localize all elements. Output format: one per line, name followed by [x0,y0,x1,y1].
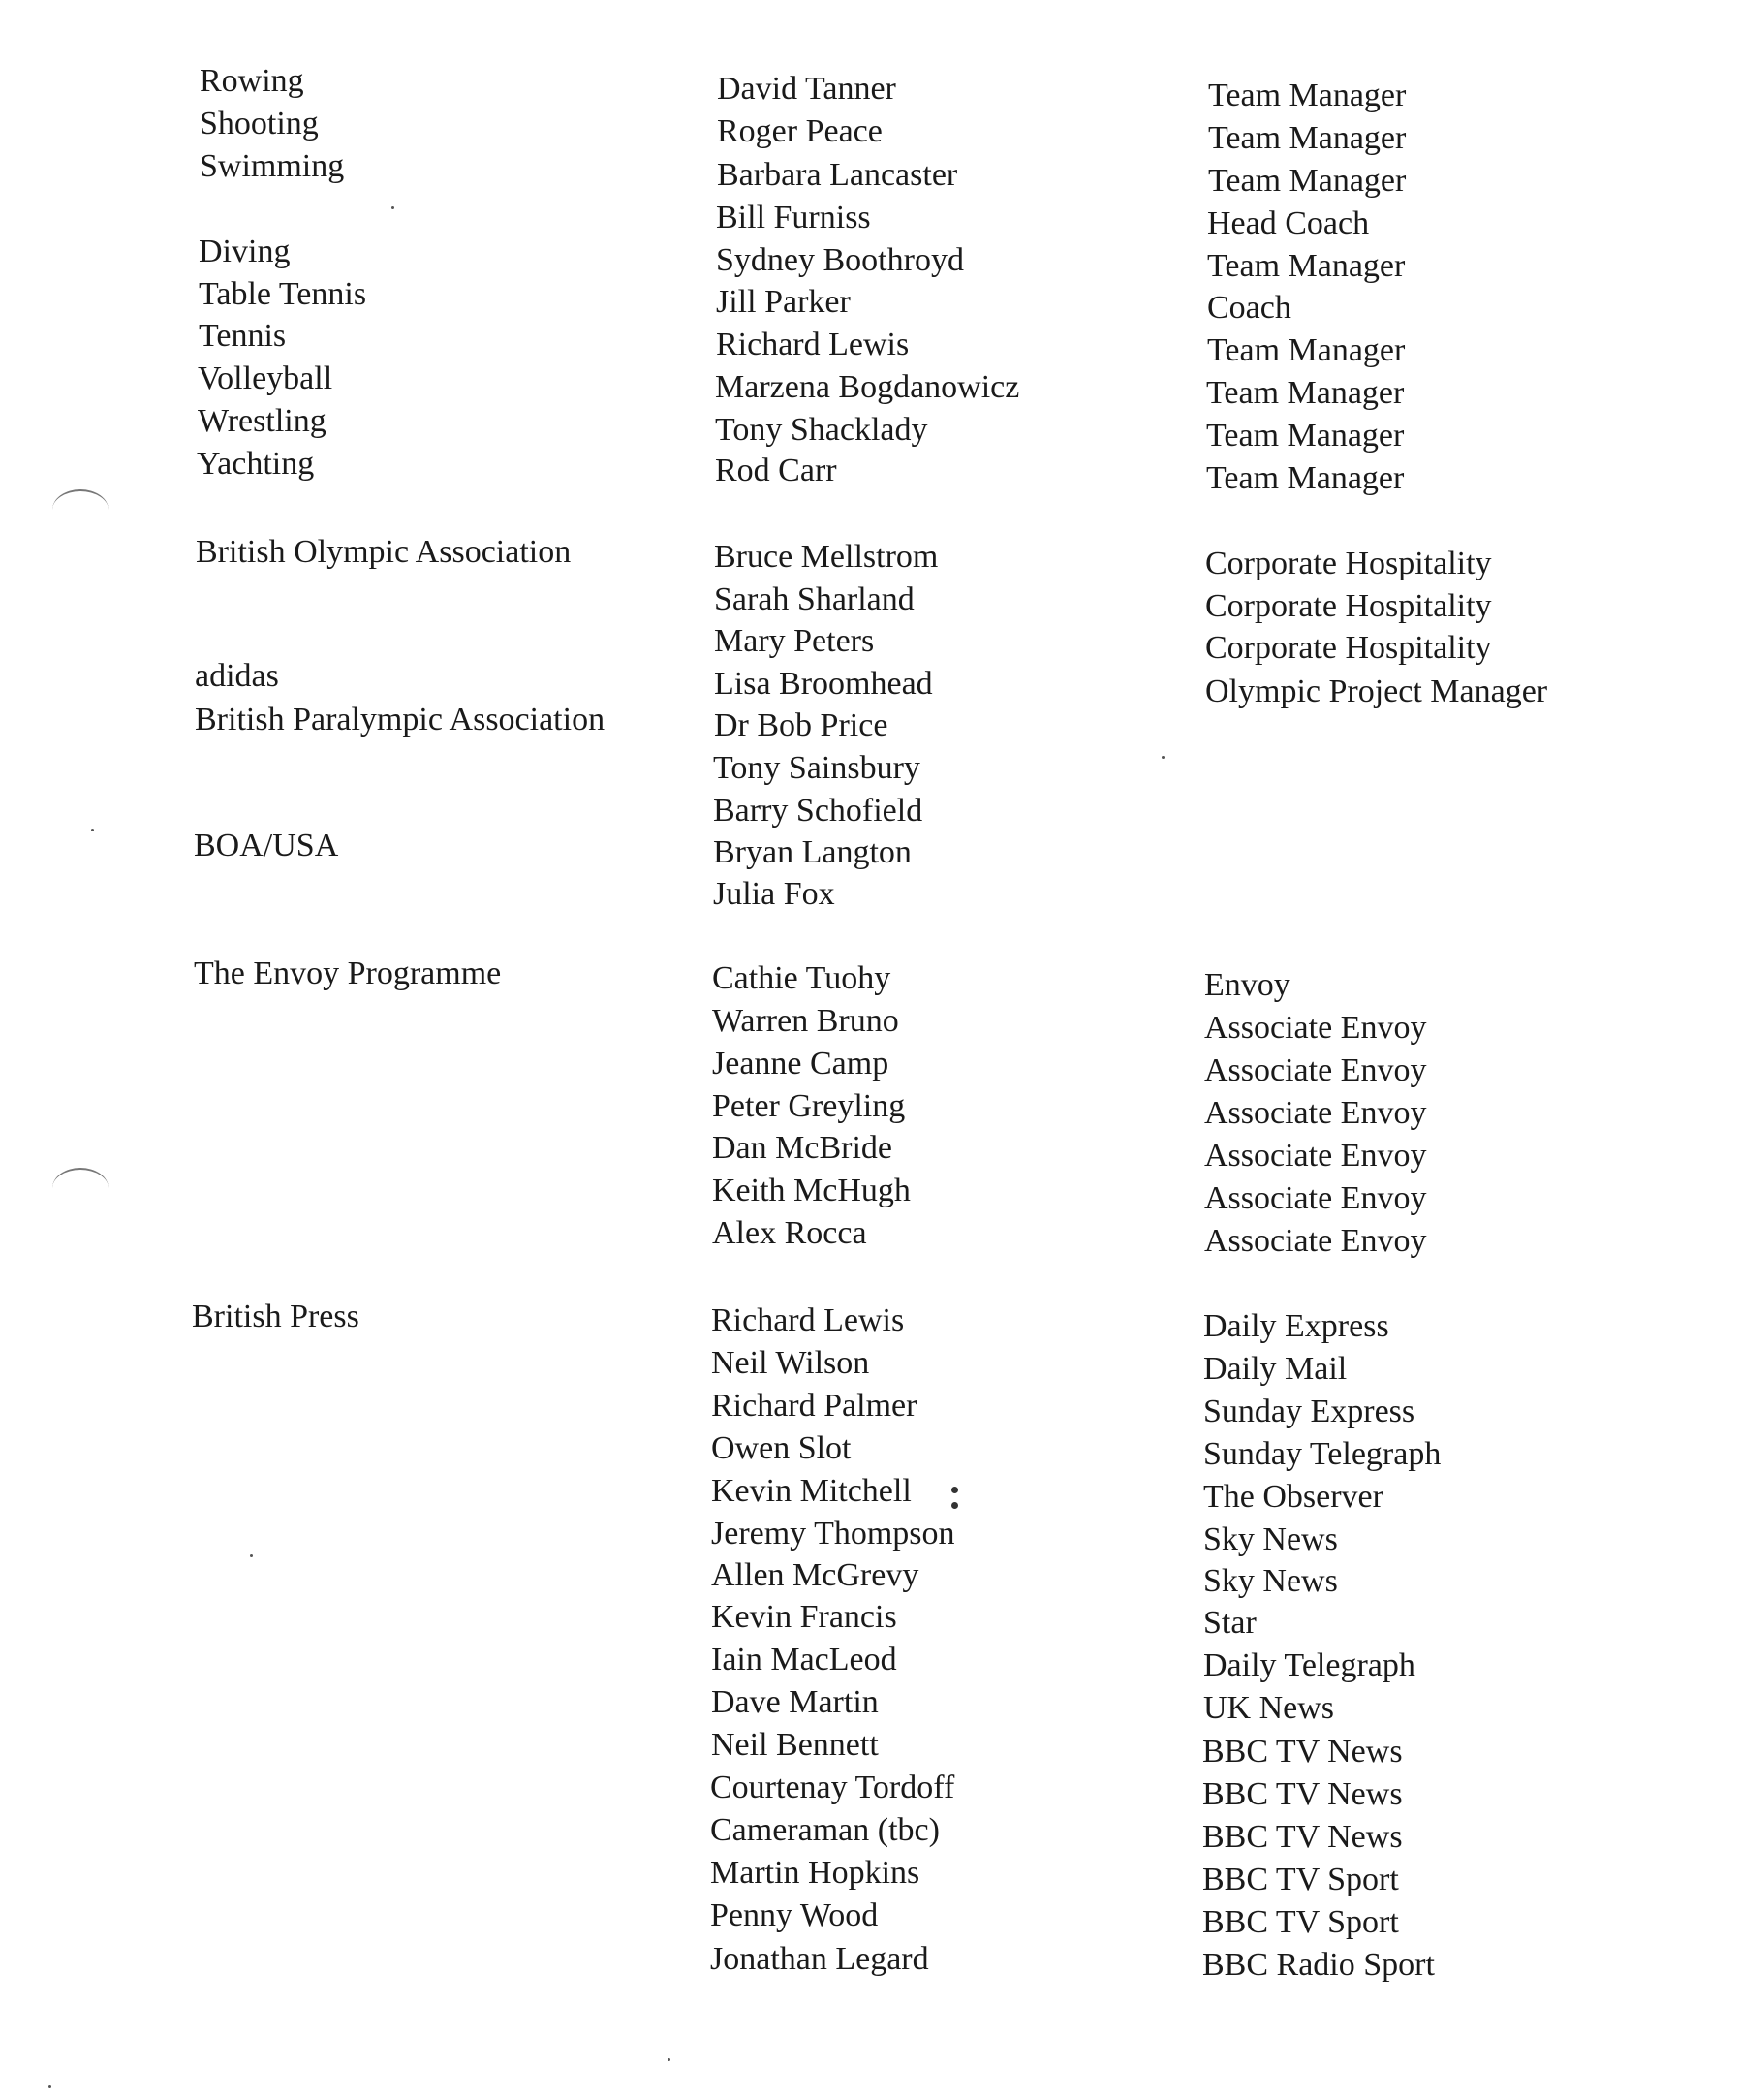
list-item: The Envoy Programme [194,956,502,991]
list-item: Star [1203,1605,1257,1641]
list-item: Team Manager [1208,78,1407,113]
list-item: Richard Lewis [711,1302,905,1338]
list-item: Team Manager [1206,375,1405,411]
list-item: Neil Wilson [711,1345,870,1381]
list-item: Alex Rocca [712,1215,867,1251]
list-item: Neil Bennett [711,1727,879,1763]
list-item: Jill Parker [716,284,851,320]
list-item: Warren Bruno [712,1003,899,1039]
list-item: Bill Furniss [716,200,871,235]
scan-speck [91,829,94,831]
list-item: Rod Carr [715,453,837,488]
list-item: BBC Radio Sport [1202,1947,1435,1983]
list-item: Penny Wood [710,1897,879,1933]
list-item: Bruce Mellstrom [714,539,939,575]
list-item: Team Manager [1208,120,1407,156]
list-item: Envoy [1204,967,1290,1003]
scan-speck [668,2058,670,2061]
list-item: Courtenay Tordoff [710,1770,955,1805]
scan-speck [250,1554,253,1557]
list-item: British Olympic Association [196,534,572,570]
punch-hole-mark [52,1168,109,1208]
scan-speck [1162,756,1165,759]
list-item: Sydney Boothroyd [716,242,964,278]
list-item: Sky News [1203,1563,1338,1599]
list-item: adidas [195,658,279,694]
list-item: Corporate Hospitality [1205,546,1492,581]
list-item: Tony Shacklady [715,412,928,448]
list-item: Jeanne Camp [712,1046,889,1081]
list-item: Mary Peters [714,623,875,659]
list-item: Dan McBride [712,1130,893,1166]
list-item: Peter Greyling [712,1088,906,1124]
list-item: Dr Bob Price [714,707,888,743]
list-item: Diving [199,234,291,269]
list-item: BBC TV Sport [1202,1862,1399,1897]
list-item: Coach [1207,290,1291,326]
list-item: Table Tennis [199,276,367,312]
list-item: Daily Telegraph [1203,1647,1415,1683]
list-item: Associate Envoy [1204,1138,1427,1174]
list-item: BOA/USA [194,828,339,863]
list-item: Team Manager [1206,418,1405,454]
list-item: Associate Envoy [1204,1052,1427,1088]
list-item: Team Manager [1208,163,1407,199]
list-item: Dave Martin [711,1684,879,1720]
list-item: Sunday Telegraph [1203,1436,1442,1472]
list-item: BBC TV Sport [1202,1904,1399,1940]
list-item: Shooting [200,106,319,141]
list-item: David Tanner [717,71,896,107]
list-item: Associate Envoy [1204,1010,1427,1046]
list-item: Lisa Broomhead [714,666,933,702]
list-item: Iain MacLeod [711,1642,897,1677]
list-item: Associate Envoy [1204,1095,1427,1131]
list-item: Team Manager [1207,332,1406,368]
list-item: Richard Palmer [711,1388,917,1424]
list-item: Marzena Bogdanowicz [715,369,1020,405]
list-item: BBC TV News [1202,1819,1403,1855]
list-item: Keith McHugh [712,1173,911,1208]
list-item: Swimming [200,148,345,184]
list-item: Barry Schofield [713,793,923,829]
list-item: Martin Hopkins [710,1855,920,1891]
list-item: Bryan Langton [713,834,912,870]
scan-speck [48,2085,51,2088]
list-item: Associate Envoy [1204,1180,1427,1216]
list-item: Associate Envoy [1204,1223,1427,1259]
list-item: Kevin Mitchell [711,1473,912,1509]
list-item: Allen McGrevy [711,1557,919,1593]
scan-speck [391,206,394,209]
scan-speck [951,1502,958,1509]
list-item: Corporate Hospitality [1205,630,1492,666]
list-item: Sky News [1203,1521,1338,1557]
list-item: BBC TV News [1202,1734,1403,1770]
list-item: Volleyball [198,360,333,396]
list-item: British Press [192,1299,359,1334]
list-item: Daily Mail [1203,1351,1348,1387]
list-item: Team Manager [1206,460,1405,496]
list-item: Sunday Express [1203,1394,1415,1429]
list-item: Roger Peace [717,113,883,149]
list-item: Sarah Sharland [714,581,915,617]
list-item: Owen Slot [711,1430,852,1466]
list-item: Kevin Francis [711,1599,897,1635]
list-item: Olympic Project Manager [1205,674,1548,709]
list-item: Tennis [199,318,287,354]
list-item: Cathie Tuohy [712,960,891,996]
list-item: Yachting [197,446,315,482]
list-item: Jeremy Thompson [711,1516,955,1551]
list-item: BBC TV News [1202,1776,1403,1812]
list-item: UK News [1203,1690,1335,1726]
list-item: Head Coach [1207,205,1370,241]
list-item: Corporate Hospitality [1205,588,1492,624]
list-item: Cameraman (tbc) [710,1812,940,1848]
list-item: Wrestling [198,403,326,439]
list-item: Julia Fox [713,876,835,912]
list-item: Daily Express [1203,1308,1389,1344]
list-item: Jonathan Legard [710,1941,929,1977]
list-item: The Observer [1203,1479,1383,1515]
list-item: Rowing [200,63,304,99]
list-item: Team Manager [1207,248,1406,284]
list-item: Barbara Lancaster [717,157,958,193]
list-item: Richard Lewis [716,327,910,362]
list-item: British Paralympic Association [195,702,606,737]
list-item: Tony Sainsbury [713,750,920,786]
scan-speck [951,1487,958,1493]
punch-hole-mark [52,489,109,530]
